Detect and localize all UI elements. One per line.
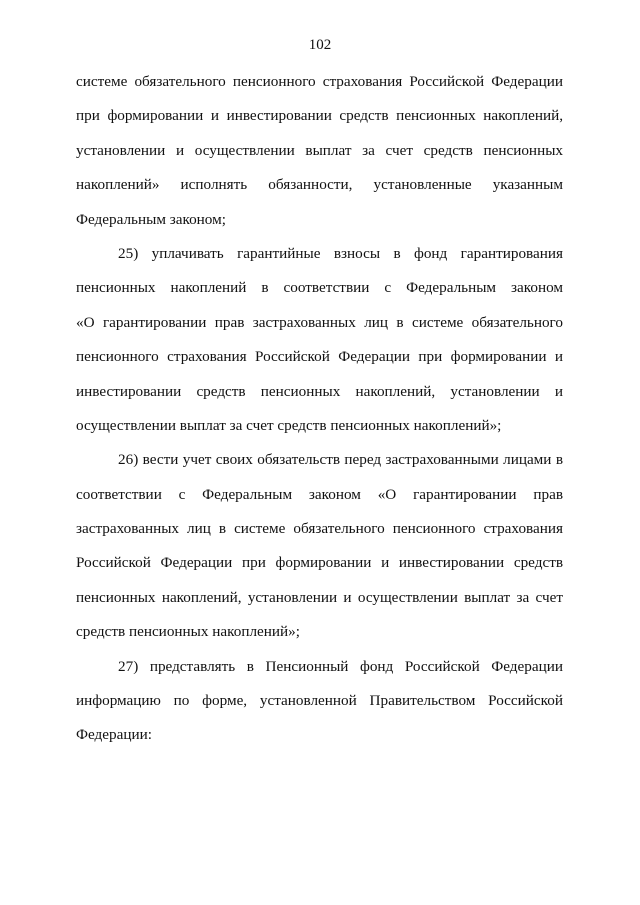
text-line: осуществлении выплат за счет средств пенсионных накоплений»; (76, 416, 502, 434)
text-line: 25) уплачивать гарантийные взносы в фонд гарантирования (118, 244, 563, 262)
text-line: системе обязательного пенсионного страхования Российской Федерации (76, 73, 563, 90)
text-line: информацию по форме, установленной Правительством Российской (76, 692, 563, 710)
text-line: Федеральным законом; (76, 210, 226, 228)
paragraph-item-25 (76, 243, 563, 449)
page-number: 102 (308, 37, 332, 53)
text-line: пенсионного страхования Российской Федерации при формировании и (76, 348, 563, 366)
text-line: «О гарантировании прав застрахованных лиц в системе обязательного (76, 313, 563, 331)
text-line: пенсионных накоплений, установлении и осуществлении выплат за счет (76, 588, 563, 606)
text-line: пенсионных накоплений в соответствии с Федеральным законом (76, 279, 563, 297)
text-line: установлении и осуществлении выплат за счет средств пенсионных (76, 141, 563, 159)
text-line: 26) вести учет своих обязательств перед застрахованными лицами в (118, 451, 563, 469)
text-line: соответствии с Федеральным законом «О гарантировании прав (76, 485, 563, 503)
text-line: Федерации: (76, 726, 152, 744)
document-body (76, 71, 563, 759)
text-line: Российской Федерации при формировании и инвестировании средств (76, 554, 563, 572)
text-line: накоплений» исполнять обязанности, установленные указанным (76, 176, 563, 194)
paragraph-item-27 (76, 656, 563, 759)
text-line: инвестировании средств пенсионных накоплений, установлении и (76, 382, 563, 400)
text-line: средств пенсионных накоплений»; (76, 623, 300, 641)
text-line: застрахованных лиц в системе обязательного пенсионного страхования (76, 520, 563, 538)
text-line: при формировании и инвестировании средств пенсионных накоплений, (76, 107, 563, 125)
paragraph-continuation (76, 71, 563, 243)
text-line: 27) представлять в Пенсионный фонд Российской Федерации (118, 657, 563, 675)
paragraph-item-26 (76, 449, 563, 655)
